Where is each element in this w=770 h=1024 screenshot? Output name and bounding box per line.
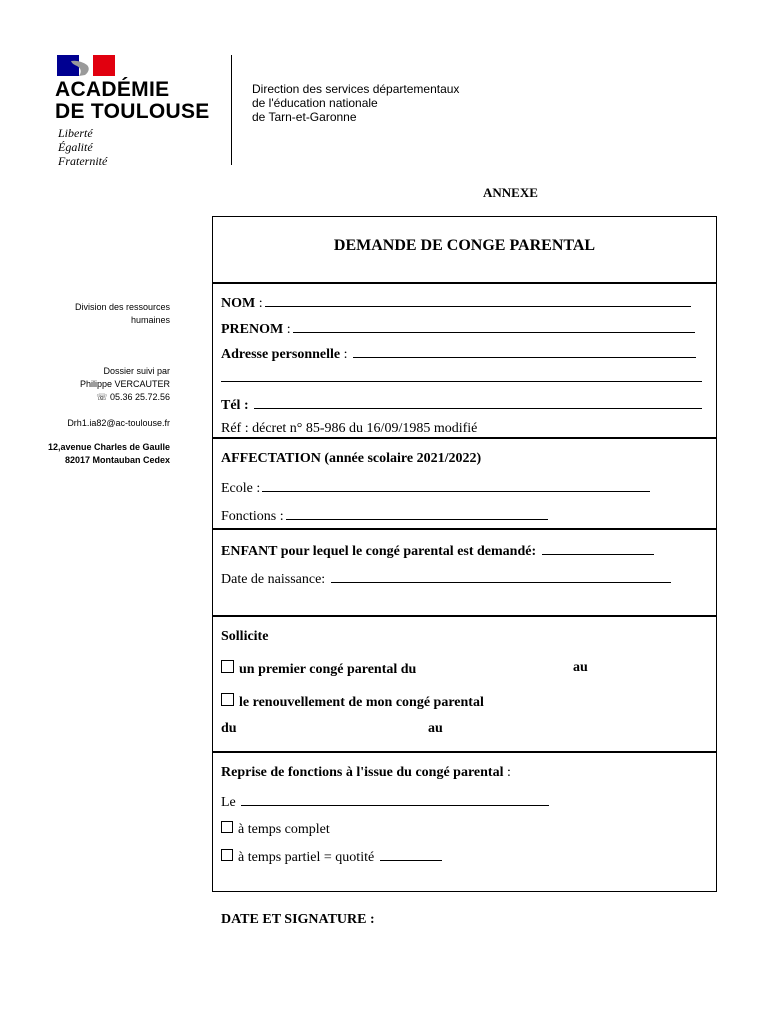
sollicite-heading: Sollicite — [221, 629, 269, 644]
ecole-input-line[interactable] — [262, 479, 650, 492]
temps-partiel-checkbox[interactable] — [221, 849, 233, 861]
division-line-1: Division des ressources — [74, 302, 170, 312]
ecole-field[interactable] — [221, 479, 650, 497]
affectation-heading: AFFECTATION (année scolaire 2021/2022) — [221, 451, 482, 466]
section-divider — [212, 751, 717, 753]
fonctions-input-line[interactable] — [286, 507, 548, 520]
renouvellement-option[interactable] — [221, 693, 484, 711]
reprise-date-input-line[interactable] — [241, 793, 549, 806]
enfant-heading: ENFANT pour lequel le congé parental est demandé: — [221, 544, 537, 559]
adresse-field[interactable]: Adresse personnelle : — [221, 345, 696, 363]
temps-complet-checkbox[interactable] — [221, 821, 233, 833]
section-divider — [212, 282, 717, 284]
adresse-input-line-2[interactable] — [221, 369, 702, 382]
date-naissance-field[interactable] — [221, 570, 671, 588]
enfant-field[interactable] — [221, 542, 654, 560]
temps-complet-option[interactable] — [221, 821, 330, 838]
section-divider — [212, 528, 717, 530]
enfant-input-line[interactable] — [542, 542, 654, 555]
dossier-phone: ☏ 05.36 25.72.56 — [96, 392, 170, 402]
date-signature-label: DATE ET SIGNATURE : — [221, 912, 375, 927]
address-line-2: 82017 Montauban Cedex — [64, 455, 170, 465]
premier-conge-checkbox[interactable] — [221, 660, 234, 673]
form-title: DEMANDE DE CONGE PARENTAL — [333, 237, 596, 254]
ecole-label: Ecole : — [221, 481, 261, 496]
reprise-le-label: Le — [221, 795, 236, 810]
du-label: du — [221, 721, 237, 736]
prenom-input-line[interactable] — [293, 320, 695, 333]
prenom-field[interactable]: PRENOM : — [221, 320, 695, 338]
reprise-heading-row — [221, 765, 511, 781]
motto-liberte: Liberté — [58, 126, 93, 140]
dossier-line-1: Dossier suivi par — [103, 366, 170, 376]
temps-partiel-option[interactable] — [221, 848, 442, 866]
ref-text: Réf : décret n° 85-986 du 16/09/1985 modifié — [221, 421, 478, 436]
quotite-input-line[interactable] — [380, 848, 442, 861]
reprise-heading: Reprise de fonctions à l'issue du congé parental — [221, 765, 504, 780]
header-divider — [231, 55, 232, 165]
section-divider — [212, 437, 717, 439]
annexe-label: ANNEXE — [483, 185, 538, 200]
renouvellement-checkbox[interactable] — [221, 693, 234, 706]
premier-conge-label: un premier congé parental du — [239, 662, 417, 677]
temps-complet-label: à temps complet — [238, 822, 330, 837]
nom-label: NOM — [221, 296, 256, 311]
adresse-input-line[interactable] — [353, 345, 696, 358]
reprise-date-field[interactable] — [221, 793, 549, 811]
academie-name: ACADÉMIE — [55, 78, 170, 101]
premier-au-label: au — [573, 660, 588, 675]
tel-field[interactable] — [221, 396, 702, 414]
contact-email: Drh1.ia82@ac-toulouse.fr — [67, 418, 170, 428]
tel-input-line[interactable] — [254, 396, 702, 409]
section-divider — [212, 615, 717, 617]
prenom-label: PRENOM — [221, 322, 284, 337]
reprise-colon: : — [506, 765, 511, 780]
renouvellement-label: le renouvellement de mon congé parental — [239, 695, 484, 710]
nom-input-line[interactable] — [265, 294, 691, 307]
au-label: au — [428, 721, 443, 736]
fonctions-field[interactable] — [221, 507, 548, 525]
date-naissance-label: Date de naissance: — [221, 572, 326, 587]
motto-egalite: Égalité — [58, 140, 93, 154]
temps-partiel-label: à temps partiel = quotité — [238, 850, 375, 865]
adresse-field-2[interactable] — [221, 369, 702, 387]
fonctions-label: Fonctions : — [221, 509, 284, 524]
direction-line-2: de l'éducation nationale — [252, 96, 378, 110]
academie-region: DE TOULOUSE — [55, 100, 210, 123]
tel-label: Tél : — [221, 398, 249, 413]
division-line-2: humaines — [130, 315, 170, 325]
marianne-logo — [57, 55, 115, 76]
date-naissance-input-line[interactable] — [331, 570, 671, 583]
direction-line-3: de Tarn-et-Garonne — [252, 110, 357, 124]
motto-fraternite: Fraternité — [58, 154, 108, 168]
address-line-1: 12,avenue Charles de Gaulle — [47, 442, 170, 452]
direction-line-1: Direction des services départementaux — [252, 82, 460, 96]
nom-field[interactable]: NOM : — [221, 294, 691, 312]
dossier-contact-name: Philippe VERCAUTER — [79, 379, 170, 389]
premier-conge-option[interactable] — [221, 660, 416, 678]
adresse-label: Adresse personnelle — [221, 347, 341, 362]
